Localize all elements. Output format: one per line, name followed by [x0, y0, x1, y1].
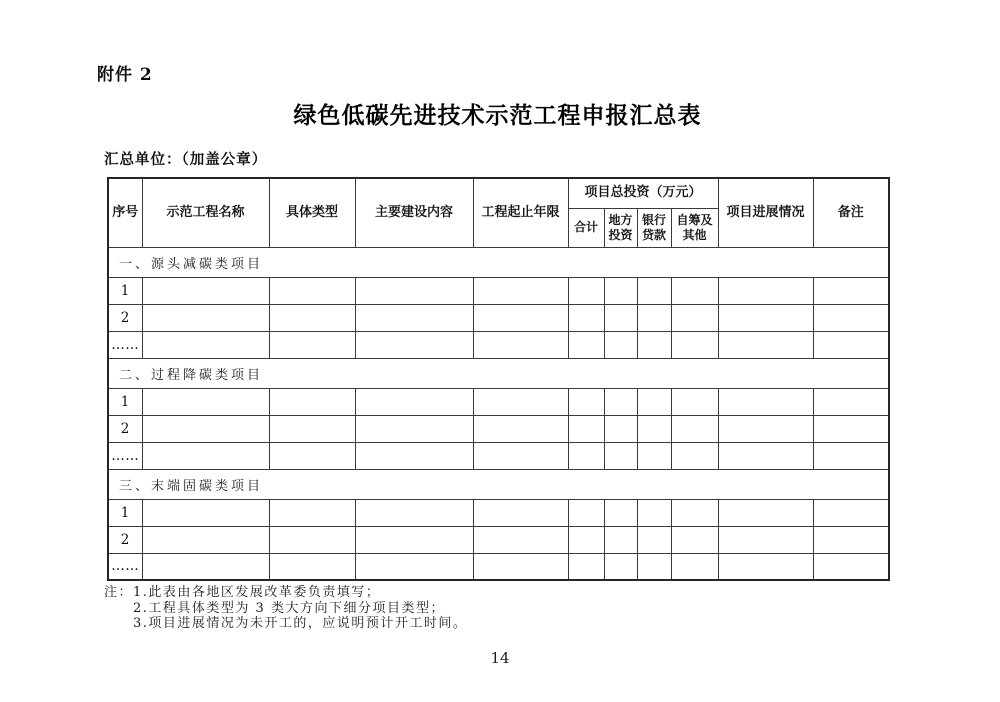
cell-investment-self: [671, 277, 718, 304]
row-seq: ……: [108, 442, 142, 469]
header-investment-total: 合计: [568, 208, 604, 247]
row-seq: 2: [108, 415, 142, 442]
cell-investment-bank: [637, 442, 671, 469]
cell-investment-bank: [637, 331, 671, 358]
cell-investment-local: [604, 277, 637, 304]
table-row: [108, 388, 889, 415]
cell-investment-bank: [637, 388, 671, 415]
cell-main-content: [355, 331, 473, 358]
cell-specific-type: [269, 526, 355, 553]
header-progress: 项目进展情况: [718, 178, 813, 247]
header-remarks: 备注: [813, 178, 889, 247]
cell-remarks: [813, 304, 889, 331]
note-item: 2.工程具体类型为 3 类大方向下细分项目类型；: [133, 600, 445, 616]
cell-investment-local: [604, 553, 637, 580]
table-row: [108, 304, 889, 331]
cell-specific-type: [269, 499, 355, 526]
cell-investment-total: [568, 499, 604, 526]
header-main-content: 主要建设内容: [355, 178, 473, 247]
cell-remarks: [813, 331, 889, 358]
cell-investment-total: [568, 304, 604, 331]
cell-investment-local: [604, 388, 637, 415]
cell-investment-bank: [637, 553, 671, 580]
attachment-label: 附件 2: [97, 65, 153, 85]
cell-project-period: [473, 304, 568, 331]
cell-investment-self: [671, 331, 718, 358]
cell-investment-bank: [637, 526, 671, 553]
header-seq: 序号: [108, 178, 142, 247]
section-title: 三、末端固碳类项目: [108, 469, 889, 499]
cell-progress: [718, 388, 813, 415]
cell-project-name: [142, 304, 269, 331]
cell-main-content: [355, 304, 473, 331]
header-specific-type: 具体类型: [269, 178, 355, 247]
cell-investment-self: [671, 304, 718, 331]
cell-main-content: [355, 499, 473, 526]
cell-specific-type: [269, 442, 355, 469]
cell-remarks: [813, 499, 889, 526]
row-seq: 1: [108, 388, 142, 415]
section-title: 二、过程降碳类项目: [108, 358, 889, 388]
table-row: [108, 499, 889, 526]
cell-investment-local: [604, 331, 637, 358]
cell-project-period: [473, 331, 568, 358]
cell-progress: [718, 415, 813, 442]
cell-specific-type: [269, 388, 355, 415]
cell-investment-total: [568, 415, 604, 442]
cell-investment-total: [568, 277, 604, 304]
cell-investment-total: [568, 442, 604, 469]
cell-remarks: [813, 553, 889, 580]
cell-specific-type: [269, 553, 355, 580]
cell-project-name: [142, 526, 269, 553]
cell-investment-local: [604, 304, 637, 331]
cell-specific-type: [269, 277, 355, 304]
cell-project-period: [473, 415, 568, 442]
cell-investment-self: [671, 499, 718, 526]
cell-investment-self: [671, 415, 718, 442]
cell-remarks: [813, 415, 889, 442]
cell-project-name: [142, 442, 269, 469]
cell-investment-self: [671, 388, 718, 415]
cell-investment-local: [604, 526, 637, 553]
cell-project-period: [473, 277, 568, 304]
header-investment-bank: 银行贷款: [637, 208, 671, 247]
cell-project-period: [473, 499, 568, 526]
row-seq: 2: [108, 304, 142, 331]
cell-investment-self: [671, 553, 718, 580]
cell-specific-type: [269, 304, 355, 331]
cell-investment-bank: [637, 415, 671, 442]
cell-project-period: [473, 388, 568, 415]
cell-investment-total: [568, 331, 604, 358]
table-row: [108, 442, 889, 469]
cell-project-name: [142, 388, 269, 415]
header-investment-group: 项目总投资（万元）: [568, 178, 718, 208]
cell-investment-local: [604, 442, 637, 469]
cell-main-content: [355, 415, 473, 442]
section-header-row: [108, 469, 889, 499]
cell-remarks: [813, 442, 889, 469]
cell-project-period: [473, 442, 568, 469]
page-number: 14: [490, 649, 510, 667]
cell-main-content: [355, 277, 473, 304]
cell-project-name: [142, 415, 269, 442]
cell-progress: [718, 499, 813, 526]
section-header-row: [108, 358, 889, 388]
cell-main-content: [355, 442, 473, 469]
header-investment-self: 自筹及其他: [671, 208, 718, 247]
row-seq: ……: [108, 553, 142, 580]
cell-investment-total: [568, 526, 604, 553]
cell-main-content: [355, 553, 473, 580]
header-investment-local: 地方投资: [604, 208, 637, 247]
row-seq: 2: [108, 526, 142, 553]
summary-unit-label: 汇总单位：（加盖公章）: [104, 151, 268, 168]
cell-investment-bank: [637, 499, 671, 526]
cell-investment-self: [671, 526, 718, 553]
cell-progress: [718, 553, 813, 580]
cell-project-period: [473, 526, 568, 553]
row-seq: ……: [108, 331, 142, 358]
page-title: 绿色低碳先进技术示范工程申报汇总表: [293, 103, 702, 129]
cell-project-name: [142, 277, 269, 304]
cell-investment-self: [671, 442, 718, 469]
cell-progress: [718, 331, 813, 358]
cell-investment-local: [604, 499, 637, 526]
header-project-name: 示范工程名称: [142, 178, 269, 247]
cell-progress: [718, 277, 813, 304]
cell-specific-type: [269, 331, 355, 358]
header-project-period: 工程起止年限: [473, 178, 568, 247]
cell-progress: [718, 442, 813, 469]
note-item: 1.此表由各地区发展改革委负责填写；: [133, 585, 381, 600]
cell-project-name: [142, 499, 269, 526]
cell-remarks: [813, 277, 889, 304]
cell-investment-bank: [637, 277, 671, 304]
cell-main-content: [355, 526, 473, 553]
row-seq: 1: [108, 499, 142, 526]
table-row: [108, 526, 889, 553]
footnotes: [104, 585, 467, 632]
table-row: [108, 331, 889, 358]
cell-investment-total: [568, 388, 604, 415]
row-seq: 1: [108, 277, 142, 304]
cell-project-name: [142, 331, 269, 358]
cell-remarks: [813, 526, 889, 553]
cell-main-content: [355, 388, 473, 415]
table-row: [108, 277, 889, 304]
notes-items: [133, 585, 467, 632]
cell-specific-type: [269, 415, 355, 442]
summary-table: [107, 177, 890, 581]
cell-progress: [718, 304, 813, 331]
notes-label: 注：: [104, 585, 134, 600]
table-row: [108, 415, 889, 442]
cell-investment-local: [604, 415, 637, 442]
section-header-row: [108, 247, 889, 277]
table-row: [108, 553, 889, 580]
cell-project-period: [473, 553, 568, 580]
cell-project-name: [142, 553, 269, 580]
cell-remarks: [813, 388, 889, 415]
section-title: 一、源头减碳类项目: [108, 247, 889, 277]
cell-investment-bank: [637, 304, 671, 331]
cell-investment-total: [568, 553, 604, 580]
note-item: 3.项目进展情况为未开工的，应说明预计开工时间。: [133, 616, 468, 631]
cell-progress: [718, 526, 813, 553]
